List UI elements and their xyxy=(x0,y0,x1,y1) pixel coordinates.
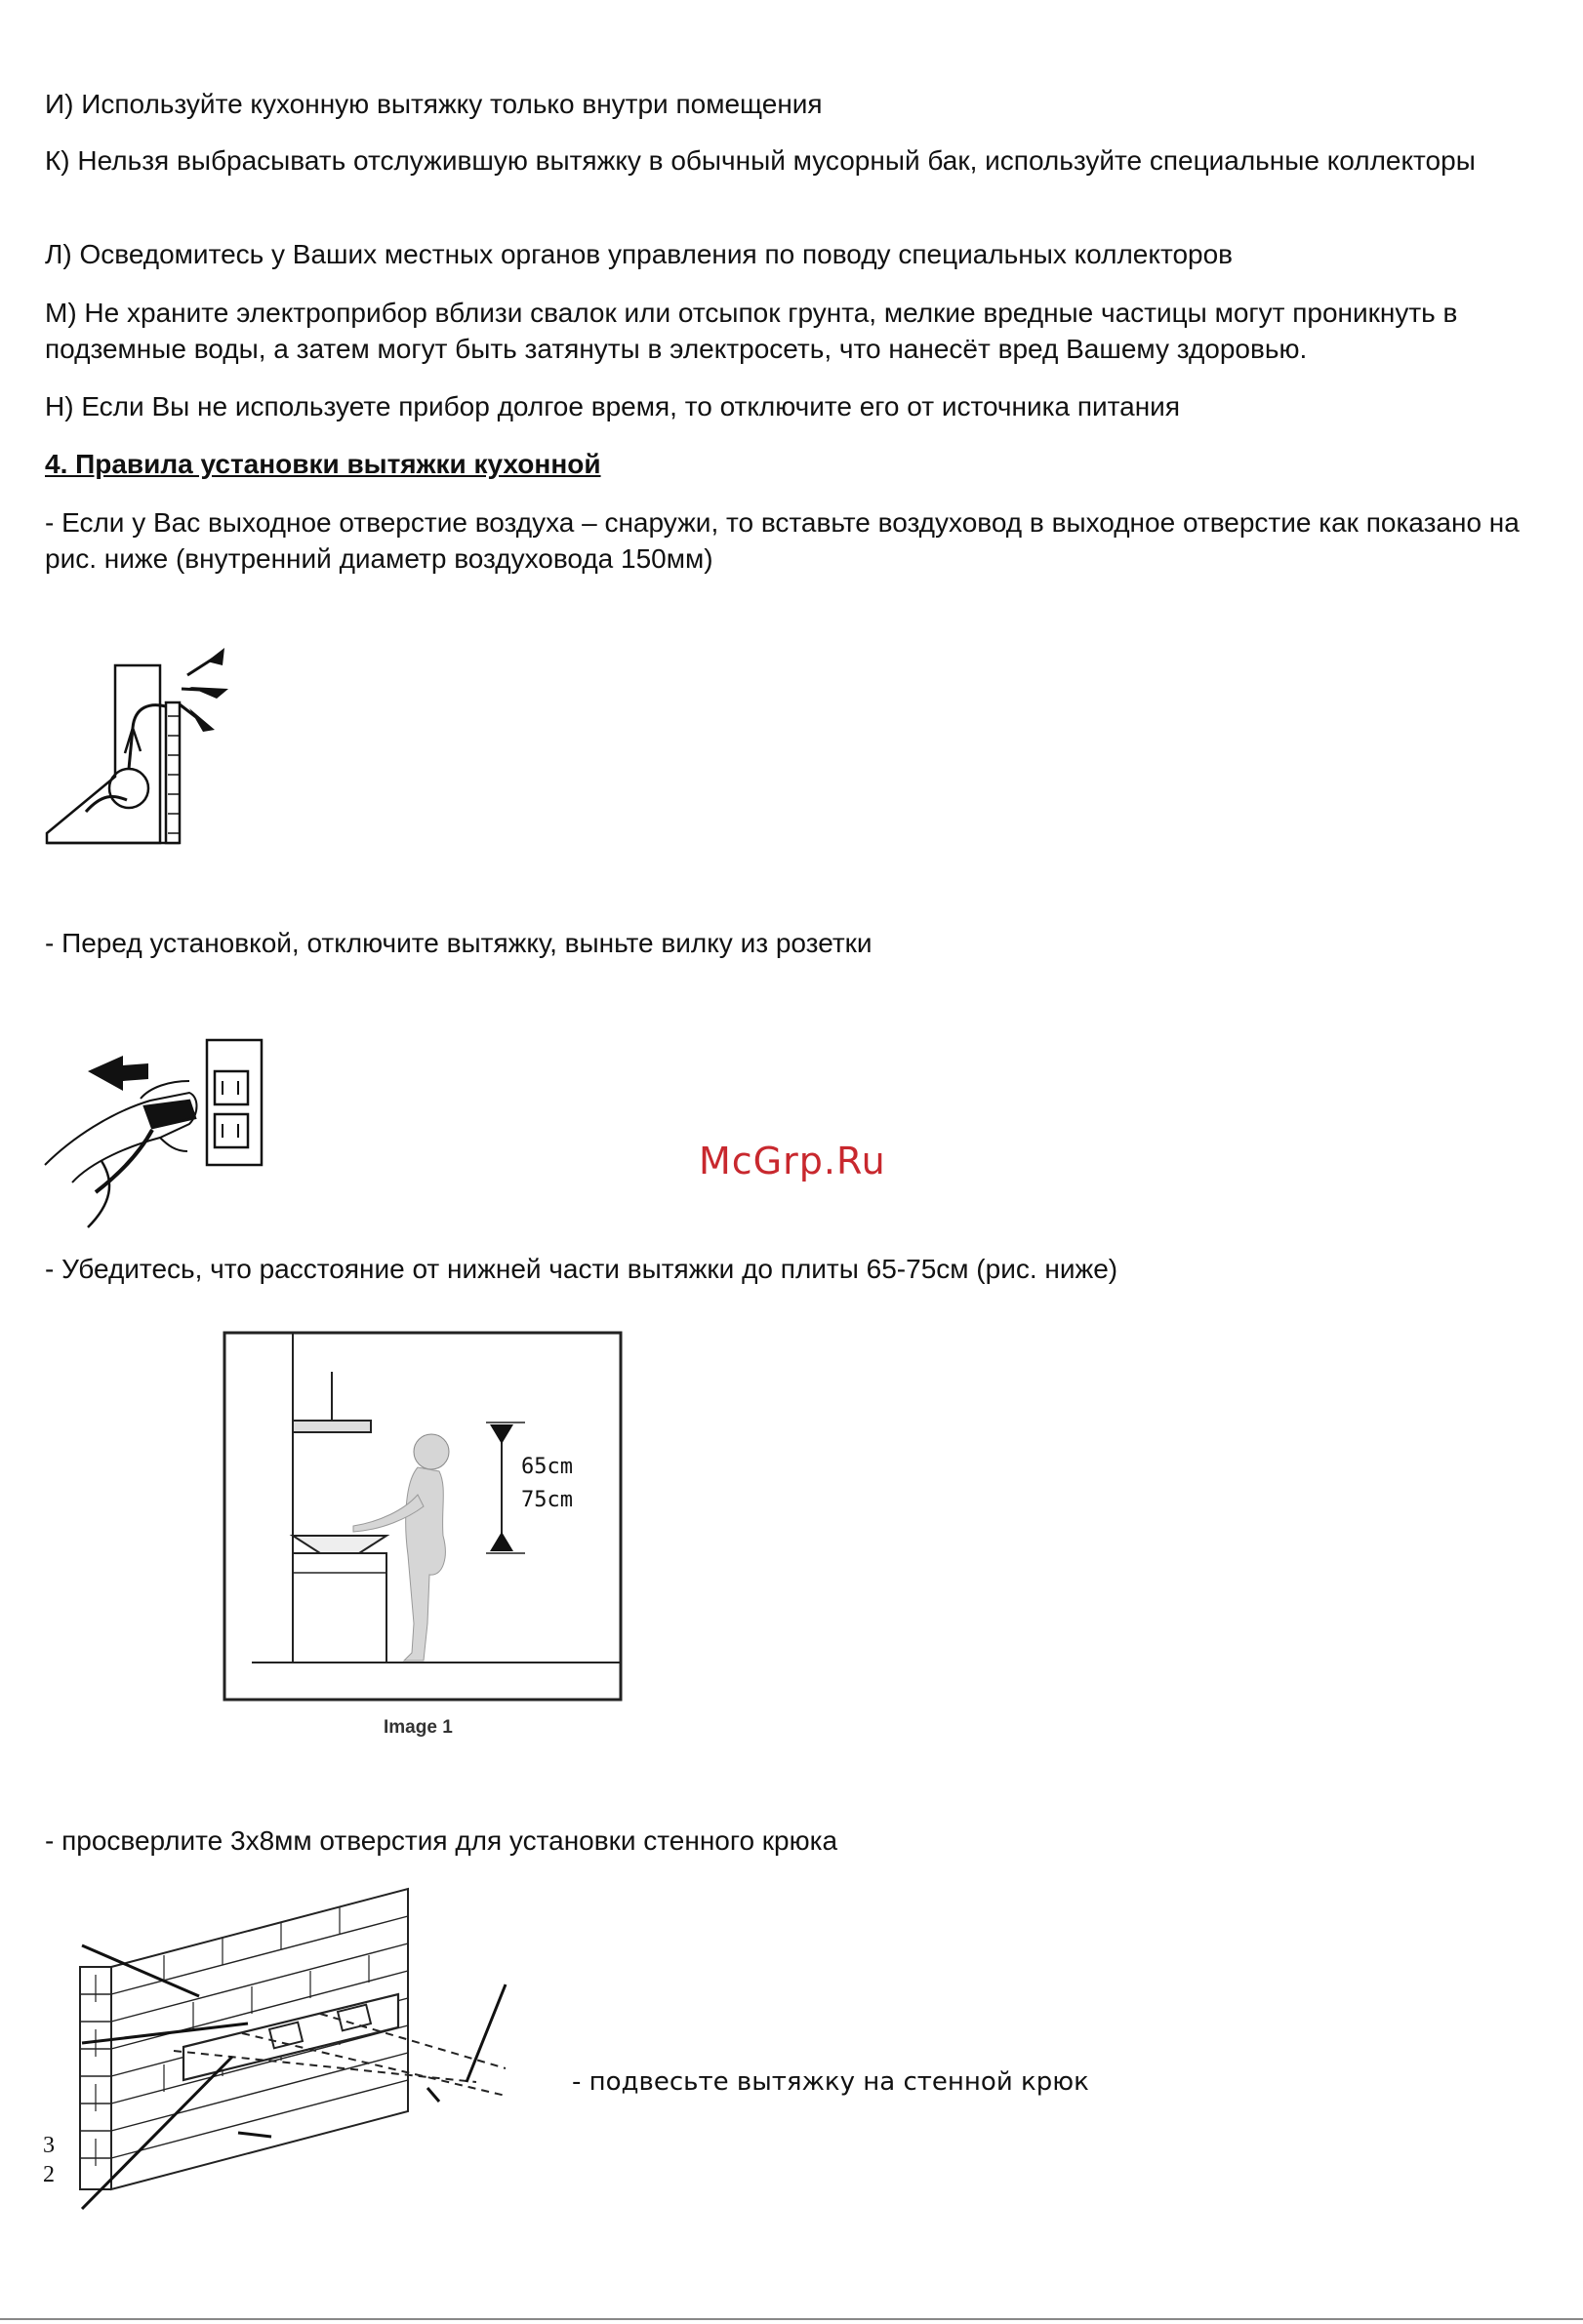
instruction-duct: - Если у Вас выходное отверстие воздуха – снаружи, то вставьте воздуховод в выходное отверстие как показано на рис. ниже (внутренний диаметр воздуховода 150мм) xyxy=(45,507,1520,574)
paragraph-i: И) Используйте кухонную вытяжку только внутри помещения xyxy=(45,89,823,119)
unplug-illustration xyxy=(43,1036,267,1229)
distance-diagram xyxy=(223,1331,625,1702)
paragraph-l: Л) Осведомитесь у Ваших местных органов управления по поводу специальных коллекторов xyxy=(45,239,1234,269)
paragraph-n: Н) Если Вы не используете прибор долгое время, то отключите его от источника питания xyxy=(45,391,1180,421)
height-min-label: 65cm xyxy=(521,1455,573,1479)
duct-illustration xyxy=(43,648,238,849)
paragraph-m: М) Не храните электроприбор вблизи свалок или отсыпок грунта, мелкие вредные частицы могут проникнуть в подземные воды, а затем могут быть затянуты в электросеть, что нанесёт вред Вашему здоровью. xyxy=(45,298,1458,364)
figure-caption: Image 1 xyxy=(384,1717,453,1738)
instruction-distance: - Убедитесь, что расстояние от нижней части вытяжки до плиты 65-75см (рис. ниже) xyxy=(45,1254,1118,1284)
bottom-rule xyxy=(0,2318,1583,2320)
instruction-unplug: - Перед установкой, отключите вытяжку, выньте вилку из розетки xyxy=(45,928,873,958)
section-heading: 4. Правила установки вытяжки кухонной xyxy=(45,449,601,479)
page-number: 32 xyxy=(43,2133,55,2187)
height-max-label: 75cm xyxy=(521,1488,573,1512)
instruction-drill: - просверлите 3х8мм отверстия для установки стенного крюка xyxy=(45,1825,838,1856)
watermark: McGrp.Ru xyxy=(699,1140,886,1182)
wall-hook-illustration xyxy=(76,1887,564,2230)
paragraph-k: К) Нельзя выбрасывать отслужившую вытяжку в обычный мусорный бак, используйте специальные коллекторы xyxy=(45,145,1476,176)
instruction-hang: - подвесьте вытяжку на стенной крюк xyxy=(572,2067,1089,2097)
